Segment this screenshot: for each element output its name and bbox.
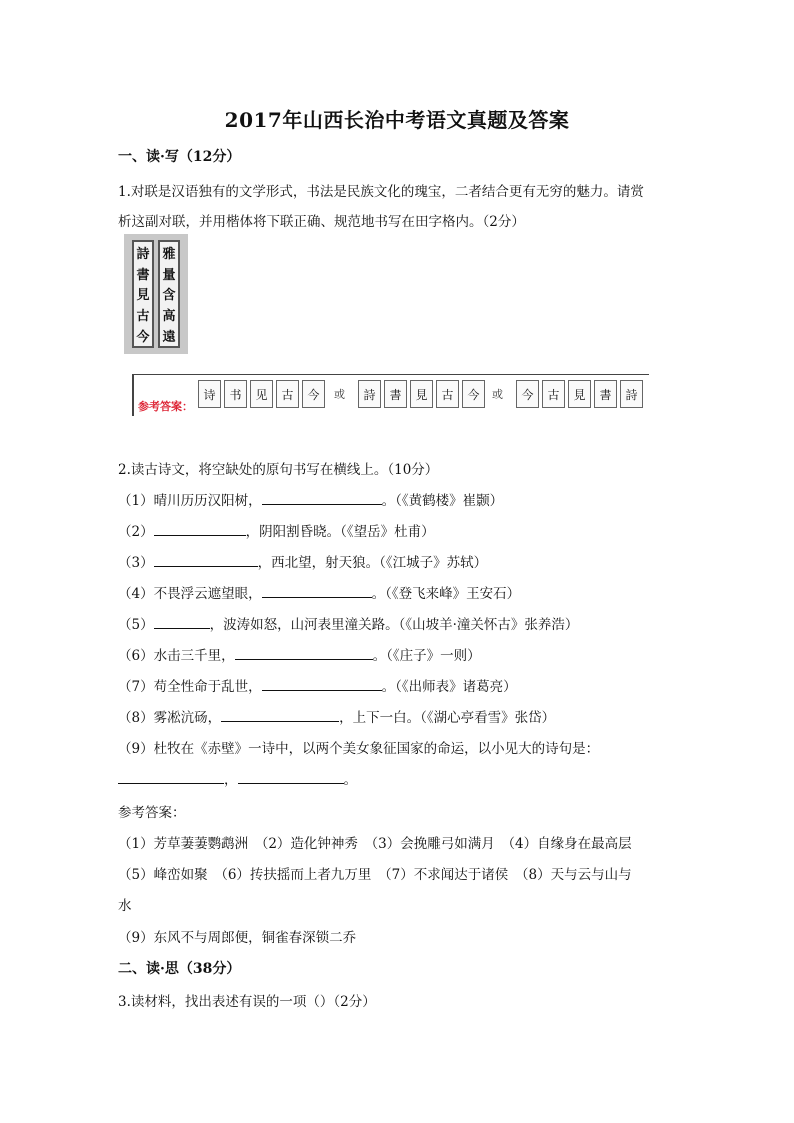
- question-2-item-2: （2） ，阴阳割昏晓。（《望岳》杜甫）: [118, 520, 435, 540]
- couplet-right-scroll: 雅 量 含 高 遠: [158, 240, 180, 348]
- question-2-item-6: （6）水击三千里， 。（《庄子》一则）: [118, 644, 481, 664]
- grid-cell: 书: [224, 380, 247, 408]
- answer-blank: [262, 583, 372, 598]
- grid-cell: 古: [436, 380, 459, 408]
- question-2-item-5: （5） ，波涛如怒，山河表里潼关路。（《山坡羊·潼关怀古》张养浩）: [118, 613, 578, 633]
- section-heading-2: 二、读·思（38分）: [118, 961, 241, 977]
- couplet-image: [124, 234, 188, 354]
- question-2-item-9: （9）杜牧在《赤壁》一诗中，以两个美女象征国家的命运，以小见大的诗句是：: [118, 741, 600, 757]
- grid-cell: 書: [594, 380, 617, 408]
- answer-blank: [238, 769, 344, 784]
- answer-title: 参考答案：: [118, 805, 186, 821]
- grid-cell: 今: [302, 380, 325, 408]
- question-2-item-3: （3） ，西北望，射天狼。（《江城子》苏轼）: [118, 551, 487, 571]
- grid-cell: 詩: [620, 380, 643, 408]
- question-2-item-8: （8）雾凇沆砀， ，上下一白。（《湖心亭看雪》张岱）: [118, 706, 555, 726]
- page-title: 2017年山西长治中考语文真题及答案: [224, 108, 570, 132]
- grid-cell: 古: [276, 380, 299, 408]
- couplet-left-scroll: 詩 書 見 古 今: [132, 240, 154, 348]
- answer-line-2: （5）峰峦如聚 （6）抟扶摇而上者九万里 （7）不求闻达于诸侯 （8）天与云与山与: [118, 867, 632, 883]
- section-heading-1: 一、读·写（12分）: [118, 149, 241, 165]
- or-label: 或: [334, 388, 345, 401]
- grid-cell: 詩: [358, 380, 381, 408]
- question-2-item-9-blanks: ， 。: [118, 768, 357, 788]
- answer-line-1: （1）芳草萋萋鹦鹉洲 （2）造化钟神秀 （3）会挽雕弓如满月 （4）自缘身在最高层: [118, 836, 632, 852]
- question-2-item-4: （4）不畏浮云遮望眼， 。（《登飞来峰》王安石）: [118, 582, 520, 602]
- grid-cell: 今: [516, 380, 539, 408]
- answer-blank: [118, 769, 224, 784]
- answer-line-3: 水: [118, 898, 132, 914]
- or-label: 或: [492, 388, 503, 401]
- answer-blank: [221, 707, 339, 722]
- grid-cell: 見: [568, 380, 591, 408]
- question-1-line-1: 1.对联是汉语独有的文学形式，书法是民族文化的瑰宝，二者结合更有无穷的魅力。请赏: [118, 184, 644, 200]
- answer-blank: [154, 614, 210, 629]
- question-2-item-7: （7）苟全性命于乱世， 。（《出师表》诸葛亮）: [118, 675, 517, 695]
- grid-cell: 古: [542, 380, 565, 408]
- answer-blank: [262, 490, 382, 505]
- grid-cell: 今: [462, 380, 485, 408]
- answer-label: 参考答案：: [138, 400, 193, 413]
- grid-cell: 見: [410, 380, 433, 408]
- grid-cell: 書: [384, 380, 407, 408]
- question-2-intro: 2.读古诗文，将空缺处的原句书写在横线上。（10分）: [118, 462, 439, 478]
- question-3: 3.读材料，找出表述有误的一项（）（2分）: [118, 994, 376, 1010]
- question-1-line-2: 析这副对联，并用楷体将下联正确、规范地书写在田字格内。（2分）: [118, 214, 525, 230]
- grid-cell: 诗: [198, 380, 221, 408]
- answer-blank: [154, 552, 258, 567]
- answer-blank: [154, 521, 246, 536]
- answer-line-4: （9）东风不与周郎便，铜雀春深锁二乔: [118, 930, 357, 946]
- answer-blank: [235, 645, 373, 660]
- question-2-item-1: （1）晴川历历汉阳树， 。（《黄鹤楼》崔颢）: [118, 489, 503, 509]
- grid-cell: 见: [250, 380, 273, 408]
- answer-blank: [262, 676, 382, 691]
- answer-grid-image: [132, 374, 649, 416]
